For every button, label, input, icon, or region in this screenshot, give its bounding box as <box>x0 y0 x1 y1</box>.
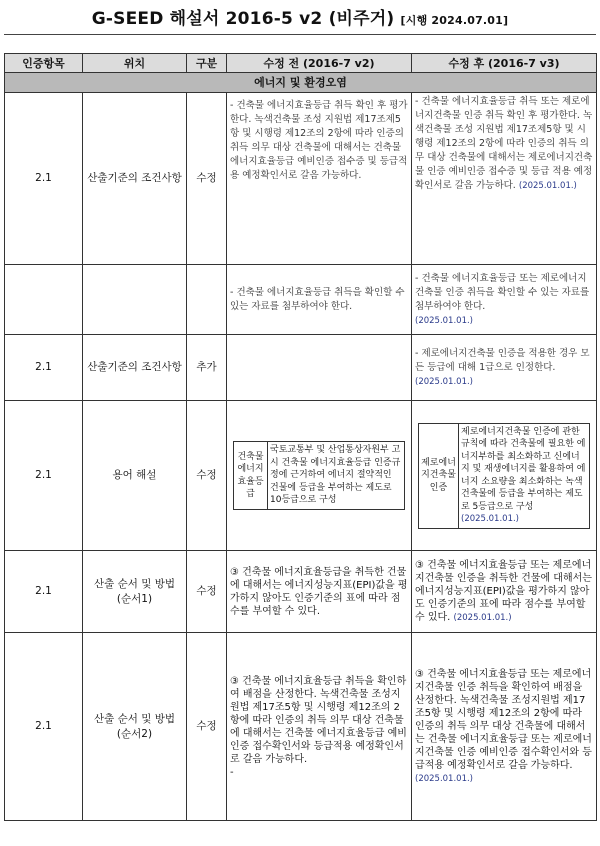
document-title <box>0 4 600 29</box>
cell-after <box>412 265 597 335</box>
table-row <box>5 265 597 335</box>
cell-after <box>412 401 597 551</box>
after-text: - 제로에너지건축물 인증을 적용한 경우 모든 등급에 대해 1급으로 인정한다. <box>415 347 590 373</box>
cell-location <box>83 265 187 335</box>
cell-type: 수정 <box>187 93 227 265</box>
glossary-term: 건축물 에너지 효율등급 <box>234 442 268 510</box>
cell-item: 2.1 <box>5 335 83 401</box>
cell-before: ③ 건축물 에너지효율등급을 취득한 건물에 대해서는 에너지성능지표(EPI)값을 평가하지 않아도 인증기준의 표에 따라 점수를 부여할 수 있다. <box>227 551 412 633</box>
revision-date: (2025.01.01.) <box>415 315 474 326</box>
glossary-term: 제로에너지건축물인증 <box>419 423 459 528</box>
glossary-before <box>233 441 405 510</box>
table-row <box>5 633 597 821</box>
cell-type: 수정 <box>187 551 227 633</box>
col-header-after: 수정 후 (2016-7 v3) <box>412 54 597 73</box>
cell-type: 수정 <box>187 633 227 821</box>
glossary-definition: 국토교통부 및 산업통상자원부 고시 건축물 에너지효율등급 인증규정에 근거하여 에너지 절약적인 건물에 등급을 부여하는 제도로 10등급으로 구성 <box>268 442 405 510</box>
cell-location: 산출기준의 조건사항 <box>83 93 187 265</box>
revision-date: (2025.01.01.) <box>453 612 512 623</box>
after-text: 제로에너지건축물 인증에 관한 규칙에 따라 건축물에 필요한 에너지부하를 최소화하고 신에너지 및 재생에너지를 활용하여 에너지 소요량을 최소화하는 녹색건축물에 등급을 부여하는 제도로 5등급으로 구성 <box>461 426 586 512</box>
before-text: ③ 건축물 에너지효율등급 취득을 확인하여 배점을 산정한다. 녹색건축물 조성지원법 제17조5항 및 시행령 제12조의 2항에 따라 인증의 취득 의무 대상 건축물에 대해서는 건축물 에너지효율등급 예비인증 접수확인서와 등급적용 예정확인서로 갈음 가능하다. <box>230 675 407 765</box>
section-title: 에너지 및 환경오염 <box>5 73 597 93</box>
cell-item: 2.1 <box>5 633 83 821</box>
revision-date: (2025.01.01.) <box>461 514 520 524</box>
glossary-after <box>418 423 590 529</box>
cell-before <box>227 265 412 335</box>
section-row <box>5 73 597 93</box>
revision-table <box>4 53 597 821</box>
cell-before <box>227 633 412 821</box>
cell-after <box>412 551 597 633</box>
revision-date: (2025.01.01.) <box>518 181 577 191</box>
col-header-type: 구분 <box>187 54 227 73</box>
document-title-text: G-SEED 해설서 2016-5 v2 (비주거) <box>91 9 395 29</box>
table-row <box>5 551 597 633</box>
after-text: ③ 건축물 에너지효율등급 또는 제로에너지건축물 인증 취득을 확인하여 배점을 산정한다. 녹색건축물 조성지원법 제17조5항 및 시행령 제12조의 2항에 따라 인증의 취득 의무 대상 건축물에 대해서는 건축물 에너지효율등급 또는 제로에너지건축물 인증 예비인증 접수확인서와 등급적용 예정확인서로 갈음 가능하다. <box>415 668 592 771</box>
after-text: ③ 건축물 에너지효율등급 또는 제로에너지건축물 인증을 취득한 건물에 대해서는 에너지성능지표(EPI)값을 평가하지 않아도 인증기준의 표에 따라 점수를 부여할 수 있다. <box>415 559 592 623</box>
col-header-location: 위치 <box>83 54 187 73</box>
glossary-definition <box>459 423 590 528</box>
before-text: - 건축물 에너지효율등급 취득 확인 후 평가한다. 녹색건축물 조성 지원법 제17조제5항 및 시행령 제12조의 2항에 따라 인증의 취득 의무 대상 건축물에 대해서는 건축물 에너지효율등급 예비인증 접수증 및 등급적용 예정확인서로 갈음 가능하다. <box>230 100 408 181</box>
cell-after <box>412 633 597 821</box>
after-text: - 건축물 에너지효율등급 또는 제로에너지건축물 인증 취득을 확인할 수 있는 자료를 첨부하여야 한다. <box>415 272 590 312</box>
cell-before <box>227 335 412 401</box>
revision-date: (2025.01.01.) <box>415 773 474 784</box>
after-text: - 건축물 에너지효율등급 취득 또는 제로에너지건축물 인증 취득 확인 후 평가한다. 녹색건축물 조성 지원법 제17조제5항 및 시행령 제12조의 2항에 따라 인증의 취득 의무 대상 건축물에 대해서는 제로에너지건축물 인증 예비인증 접수증 및 등급 적용 예정확인서로 갈음 가능하다. <box>415 96 593 191</box>
cell-before <box>227 401 412 551</box>
document-effective-date: [시행 2024.07.01] <box>400 14 509 27</box>
before-text: - 건축물 에너지효율등급 취득을 확인할 수 있는 자료를 첨부하여야 한다. <box>230 286 405 312</box>
cell-location: 산출 순서 및 방법 (순서1) <box>83 551 187 633</box>
cell-location: 용어 해설 <box>83 401 187 551</box>
table-row <box>5 401 597 551</box>
before-tail: - <box>230 766 234 778</box>
revision-date: (2025.01.01.) <box>415 376 474 387</box>
cell-item: 2.1 <box>5 401 83 551</box>
cell-after <box>412 335 597 401</box>
col-header-before: 수정 전 (2016-7 v2) <box>227 54 412 73</box>
cell-item <box>5 265 83 335</box>
cell-item: 2.1 <box>5 93 83 265</box>
cell-after <box>412 93 597 265</box>
header-row <box>5 54 597 73</box>
table-row <box>5 335 597 401</box>
cell-type: 수정 <box>187 401 227 551</box>
cell-before <box>227 93 412 265</box>
table-row <box>5 93 597 265</box>
col-header-item: 인증항목 <box>5 54 83 73</box>
title-rule <box>4 34 596 35</box>
cell-type <box>187 265 227 335</box>
cell-item: 2.1 <box>5 551 83 633</box>
cell-location: 산출 순서 및 방법 (순서2) <box>83 633 187 821</box>
cell-type: 추가 <box>187 335 227 401</box>
cell-location: 산출기준의 조건사항 <box>83 335 187 401</box>
